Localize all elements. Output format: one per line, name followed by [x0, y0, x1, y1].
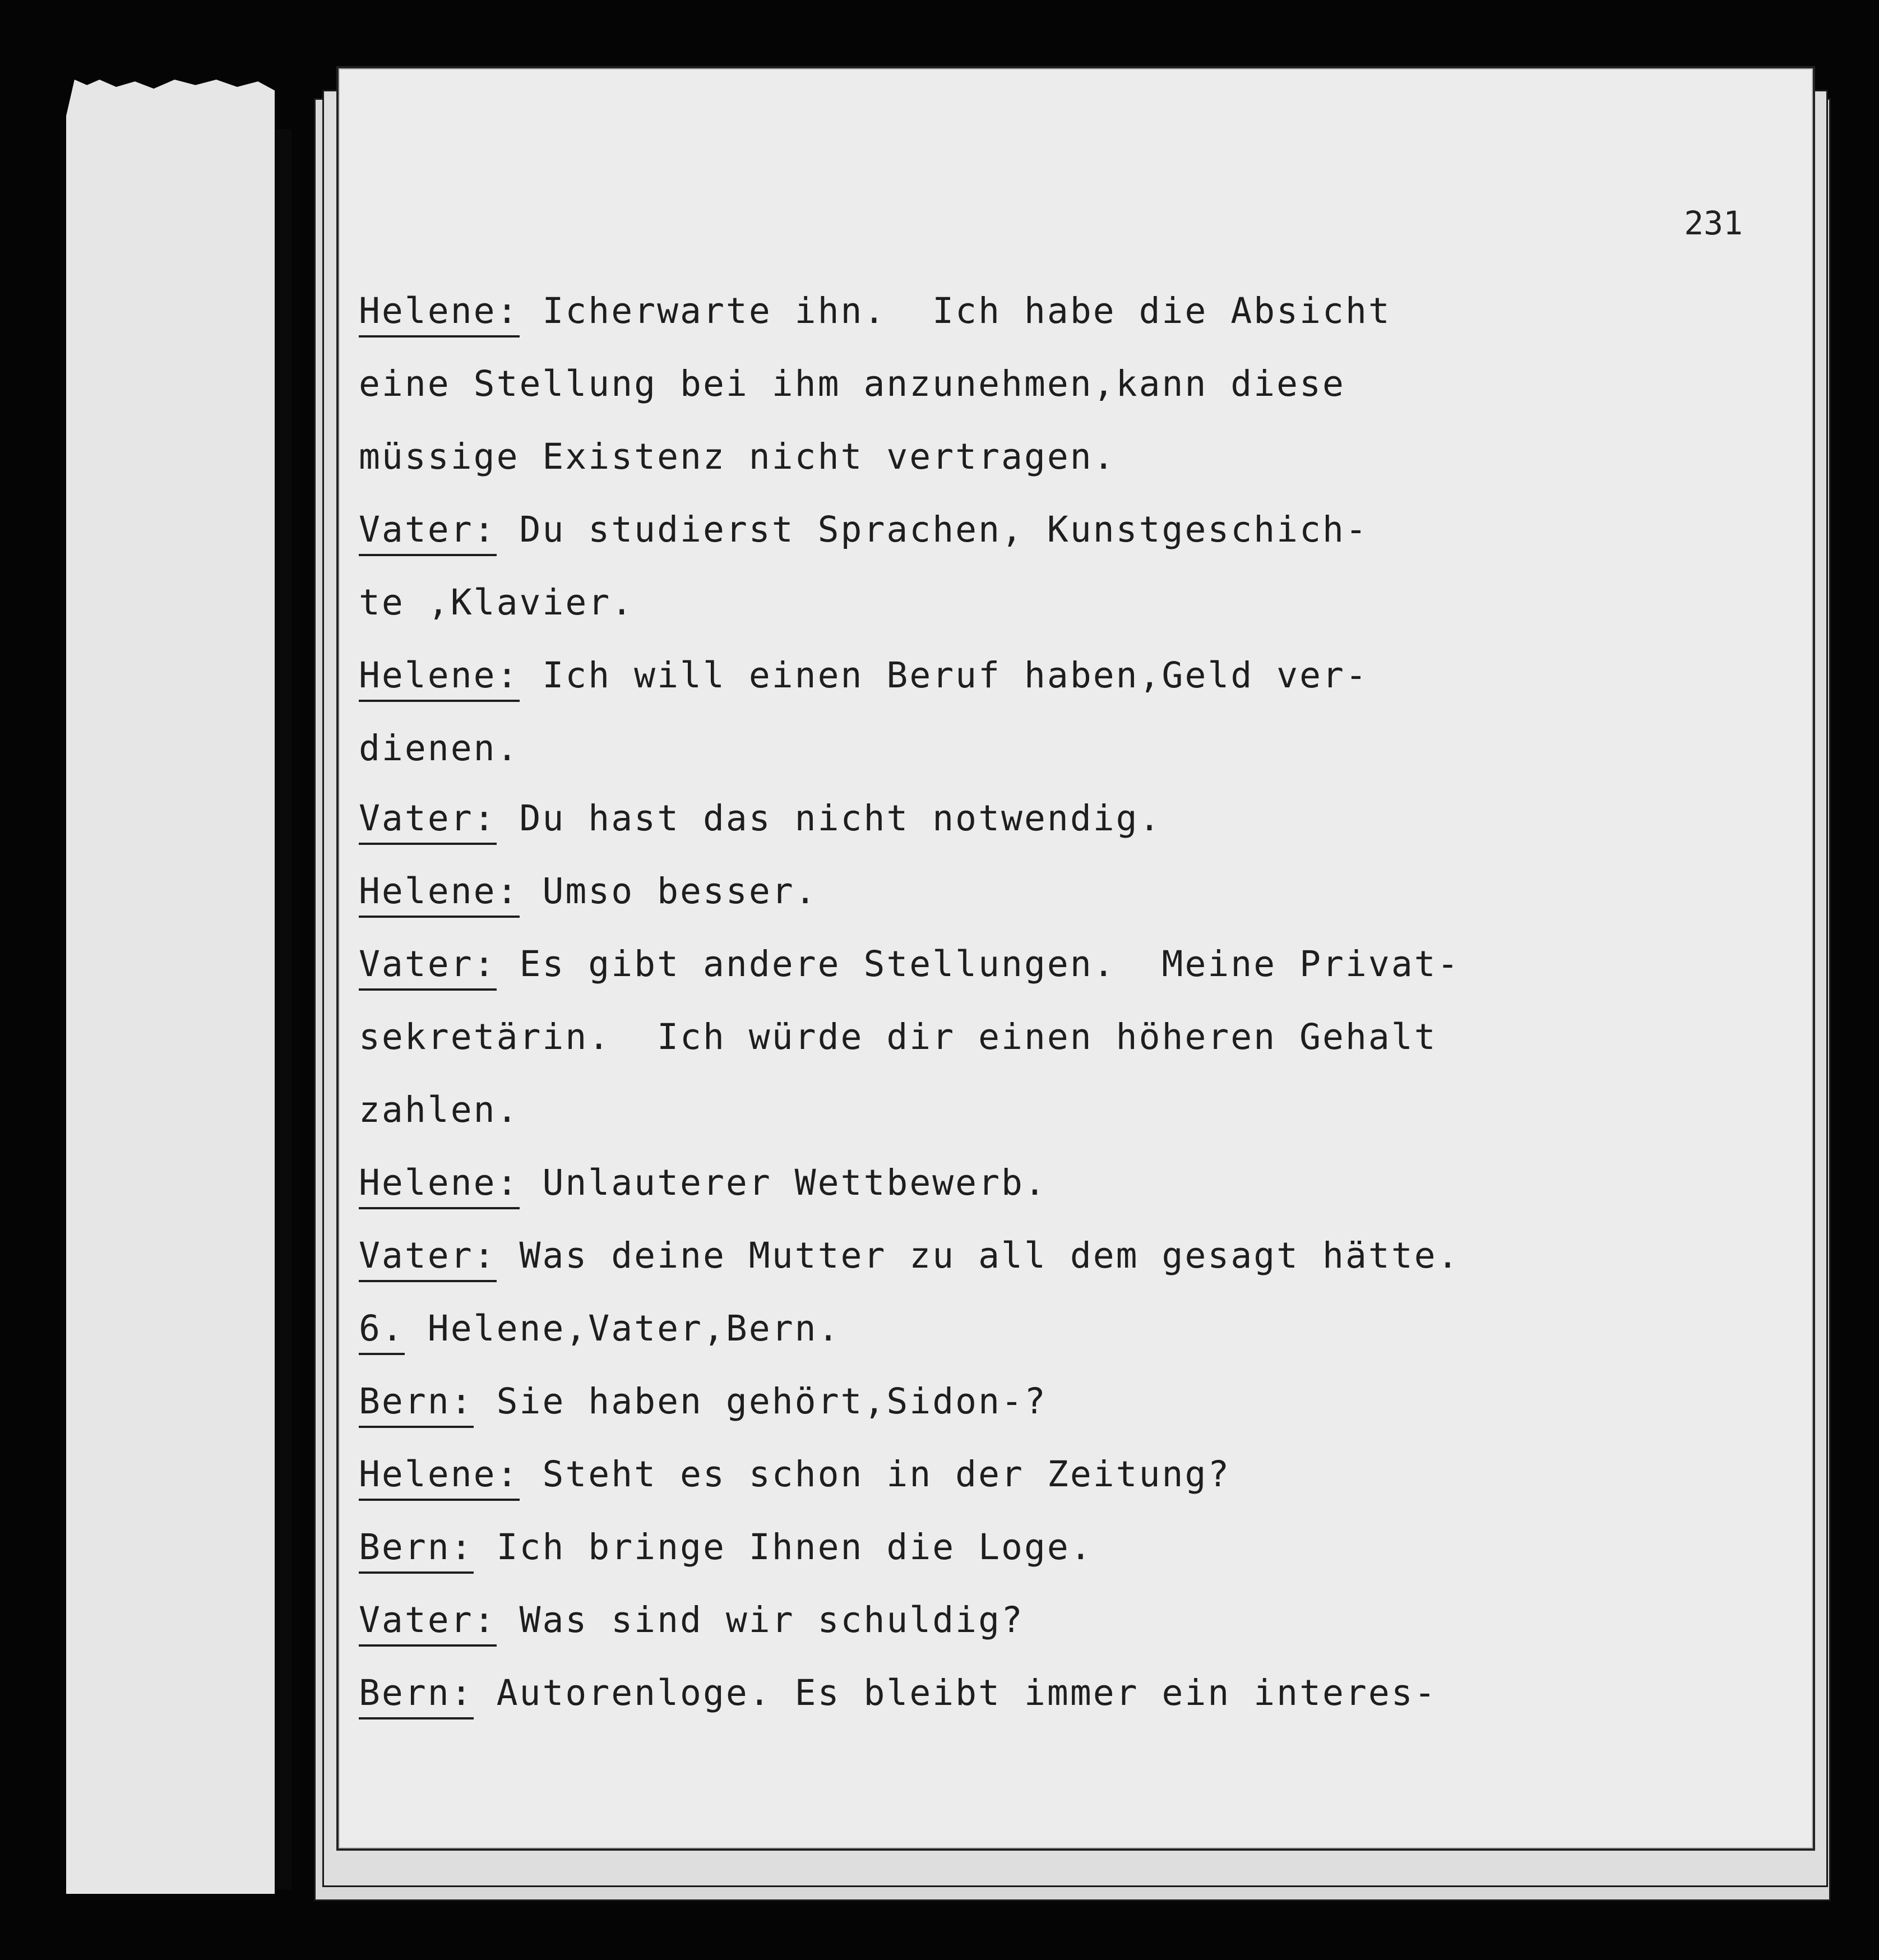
line-text: Sie haben gehört,Sidon-? — [496, 1381, 1047, 1422]
line-text: Ich bringe Ihnen die Loge. — [496, 1527, 1093, 1568]
speaker-name: Vater: — [359, 1236, 497, 1282]
line-text: Icherwarte ihn. Ich habe die Absicht — [542, 290, 1391, 331]
line-text: Ich will einen Beruf haben,Geld ver- — [542, 655, 1368, 696]
line-text: eine Stellung bei ihm anzunehmen,kann diese — [359, 363, 1345, 404]
line-text: Was deine Mutter zu all dem gesagt hätte. — [519, 1235, 1460, 1276]
speaker-name: Vater: — [359, 1601, 497, 1647]
script-line — [359, 364, 1345, 404]
speaker-name: Helene: — [359, 292, 520, 338]
line-text: zahlen. — [359, 1089, 520, 1130]
line-text: Was sind wir schuldig? — [519, 1600, 1024, 1640]
script-line — [359, 1309, 841, 1355]
line-text: Es gibt andere Stellungen. Meine Privat- — [519, 944, 1460, 984]
script-line — [359, 1090, 520, 1130]
script-line — [359, 872, 818, 918]
speaker-name: Vater: — [359, 510, 497, 556]
script-line — [359, 656, 1368, 702]
speaker-name: Vater: — [359, 799, 497, 845]
line-text: te ,Klavier. — [359, 582, 635, 623]
speaker-name: 6. — [359, 1309, 405, 1355]
script-line — [359, 1236, 1460, 1282]
line-text: Steht es schon in der Zeitung? — [542, 1454, 1231, 1495]
script-line — [359, 1674, 1437, 1719]
script-line — [359, 799, 1162, 845]
script-line — [359, 437, 1116, 477]
script-line — [359, 1018, 1437, 1057]
speaker-name: Helene: — [359, 656, 520, 702]
script-line — [359, 1455, 1230, 1501]
line-text: dienen. — [359, 728, 520, 769]
line-text: Helene,Vater,Bern. — [427, 1308, 841, 1349]
speaker-name: Bern: — [359, 1528, 474, 1574]
script-line — [359, 1528, 1093, 1574]
script-line — [359, 292, 1391, 338]
script-line — [359, 583, 634, 622]
script-line — [359, 729, 520, 768]
script-line — [359, 1163, 1047, 1209]
script-line — [359, 1601, 1024, 1647]
line-text: Autorenloge. Es bleibt immer ein interes- — [496, 1672, 1437, 1713]
line-text: sekretärin. Ich würde dir einen höheren Gehalt — [359, 1016, 1437, 1057]
line-text: müssige Existenz nicht vertragen. — [359, 436, 1116, 477]
speaker-name: Helene: — [359, 872, 520, 918]
speaker-name: Bern: — [359, 1382, 474, 1428]
line-text: Du hast das nicht notwendig. — [519, 798, 1162, 839]
script-line — [359, 945, 1460, 991]
speaker-name: Vater: — [359, 945, 497, 991]
page-number: 231 — [1684, 204, 1743, 242]
line-text: Du studierst Sprachen, Kunstgeschich- — [519, 509, 1368, 550]
script-line — [359, 510, 1368, 556]
speaker-name: Helene: — [359, 1163, 520, 1209]
line-text: Unlauterer Wettbewerb. — [542, 1162, 1047, 1203]
script-line — [359, 1382, 1047, 1428]
speaker-name: Bern: — [359, 1674, 474, 1719]
line-text: Umso besser. — [542, 871, 818, 912]
speaker-name: Helene: — [359, 1455, 520, 1501]
